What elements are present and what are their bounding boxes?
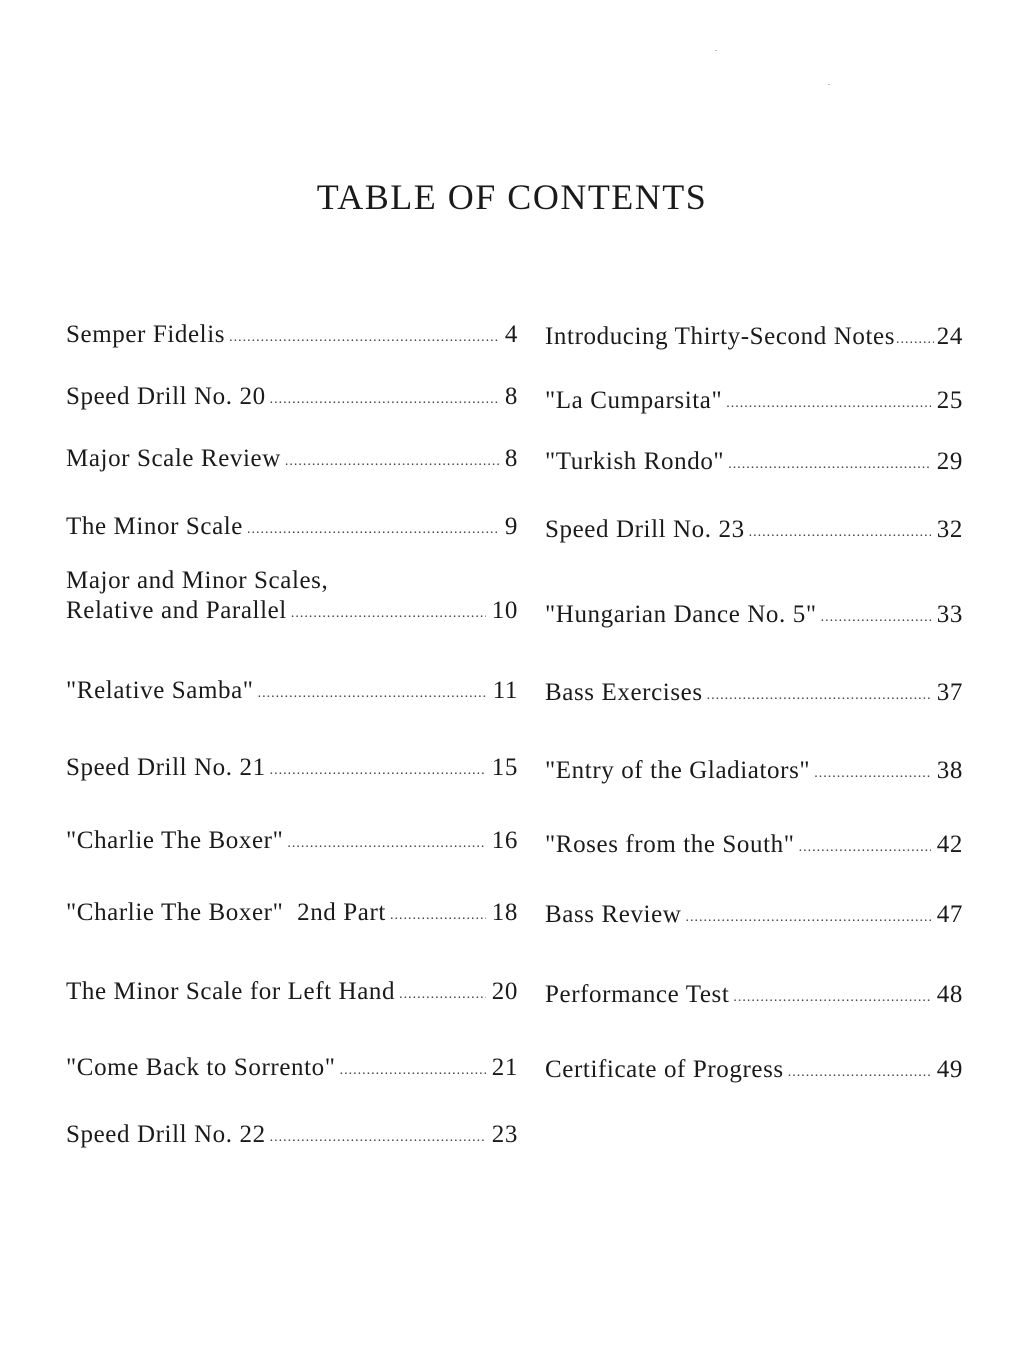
toc-entry[interactable] <box>545 980 963 1014</box>
toc-entry-page: 37 <box>936 679 963 706</box>
toc-entry-title-line1: Major and Minor Scales, <box>66 567 329 594</box>
toc-entry[interactable] <box>66 566 518 630</box>
toc-entry-title: Relative and Parallel <box>66 597 287 624</box>
toc-entry[interactable] <box>66 753 518 787</box>
toc-entry[interactable] <box>66 382 518 416</box>
toc-entry-title: Certificate of Progress <box>545 1056 784 1083</box>
toc-entry-page: 15 <box>491 754 518 781</box>
toc-entry-title: "Roses from the South" <box>545 831 795 858</box>
toc-entry-title: Semper Fidelis <box>66 321 226 348</box>
toc-entry[interactable] <box>66 1053 518 1087</box>
dot-leader <box>749 518 931 548</box>
dot-leader <box>229 323 499 353</box>
toc-entry-title: "Charlie The Boxer" <box>66 827 284 854</box>
toc-entry-page: 16 <box>491 827 518 854</box>
toc-entry-page: 11 <box>492 677 518 704</box>
dot-leader <box>340 1056 486 1086</box>
toc-entry-title: "La Cumparsita" <box>545 387 723 414</box>
toc-entry-page: 24 <box>936 323 963 350</box>
dot-leader <box>707 681 931 711</box>
toc-entry[interactable] <box>66 977 518 1011</box>
toc-entry[interactable] <box>66 898 518 932</box>
toc-entry-page: 4 <box>504 321 518 348</box>
toc-entry-page: 49 <box>936 1056 963 1083</box>
toc-entry-title: Performance Test <box>545 981 730 1008</box>
toc-entry-page: 23 <box>491 1121 518 1148</box>
toc-entry[interactable] <box>66 676 518 710</box>
toc-entry-page: 20 <box>491 978 518 1005</box>
toc-entry[interactable] <box>545 322 963 356</box>
dot-leader <box>896 325 934 355</box>
dot-leader <box>270 756 486 786</box>
toc-entry-page: 48 <box>936 981 963 1008</box>
dot-leader <box>788 1058 931 1088</box>
dot-leader <box>814 759 931 789</box>
toc-entry[interactable] <box>545 756 963 790</box>
toc-entry[interactable] <box>66 1120 518 1154</box>
toc-entry-page: 32 <box>936 516 963 543</box>
toc-entry-page: 8 <box>504 383 518 410</box>
toc-entry[interactable] <box>66 826 518 860</box>
toc-entry-title: "Entry of the Gladiators" <box>545 757 811 784</box>
dot-leader <box>728 450 931 480</box>
toc-entry[interactable] <box>545 447 963 481</box>
toc-entry-title: Introducing Thirty-Second Notes <box>545 323 896 350</box>
dot-leader <box>287 829 485 859</box>
page-title: TABLE OF CONTENTS <box>316 177 708 217</box>
toc-entry-page: 18 <box>491 899 518 926</box>
dot-leader <box>685 903 930 933</box>
toc-entry-title: Speed Drill No. 23 <box>545 516 745 543</box>
toc-entry-title: Bass Review <box>545 901 682 928</box>
toc-entry-title: The Minor Scale <box>66 513 244 540</box>
toc-entry-title: "Charlie The Boxer" 2nd Part <box>66 899 386 926</box>
dot-leader <box>821 603 931 633</box>
toc-entry[interactable] <box>66 320 518 354</box>
toc-entry[interactable] <box>545 900 963 934</box>
toc-entry-page: 8 <box>504 445 518 472</box>
toc-entry[interactable] <box>545 600 963 634</box>
toc-entry-page: 29 <box>936 448 963 475</box>
toc-entry-title: "Relative Samba" <box>66 677 254 704</box>
toc-entry-title: "Hungarian Dance No. 5" <box>545 601 817 628</box>
toc-entry-page: 21 <box>491 1054 518 1081</box>
scan-speck <box>828 84 830 85</box>
toc-entry-page: 38 <box>936 757 963 784</box>
toc-entry-title: "Turkish Rondo" <box>545 448 725 475</box>
dot-leader <box>733 983 930 1013</box>
toc-entry-page: 33 <box>936 601 963 628</box>
toc-entry-title: "Come Back to Sorrento" <box>66 1054 336 1081</box>
toc-entry-page: 42 <box>936 831 963 858</box>
dot-leader <box>270 1123 486 1153</box>
dot-leader <box>247 515 499 545</box>
toc-entry[interactable] <box>545 678 963 712</box>
toc-entry-page: 25 <box>936 387 963 414</box>
toc-entry[interactable] <box>545 515 963 549</box>
toc-entry[interactable] <box>545 386 963 420</box>
toc-entry-page: 9 <box>504 513 518 540</box>
dot-leader <box>285 447 499 477</box>
dot-leader <box>726 389 931 419</box>
toc-entry-title: Major Scale Review <box>66 445 281 472</box>
toc-entry[interactable] <box>66 512 518 546</box>
dot-leader <box>799 833 931 863</box>
toc-entry-title: Bass Exercises <box>545 679 703 706</box>
toc-entry[interactable] <box>545 830 963 864</box>
dot-leader <box>270 385 499 415</box>
toc-entry-title: Speed Drill No. 22 <box>66 1121 266 1148</box>
toc-entry-page: 10 <box>491 597 518 624</box>
toc-entry[interactable] <box>545 1055 963 1089</box>
scan-speck <box>715 50 717 51</box>
toc-entry-title: The Minor Scale for Left Hand <box>66 978 396 1005</box>
dot-leader <box>258 679 487 709</box>
toc-entry-title: Speed Drill No. 21 <box>66 754 266 781</box>
dot-leader <box>399 980 486 1010</box>
dot-leader <box>390 901 486 931</box>
dot-leader <box>291 599 486 629</box>
toc-entry-page: 47 <box>936 901 963 928</box>
toc-entry-title: Speed Drill No. 20 <box>66 383 266 410</box>
toc-entry[interactable] <box>66 444 518 478</box>
